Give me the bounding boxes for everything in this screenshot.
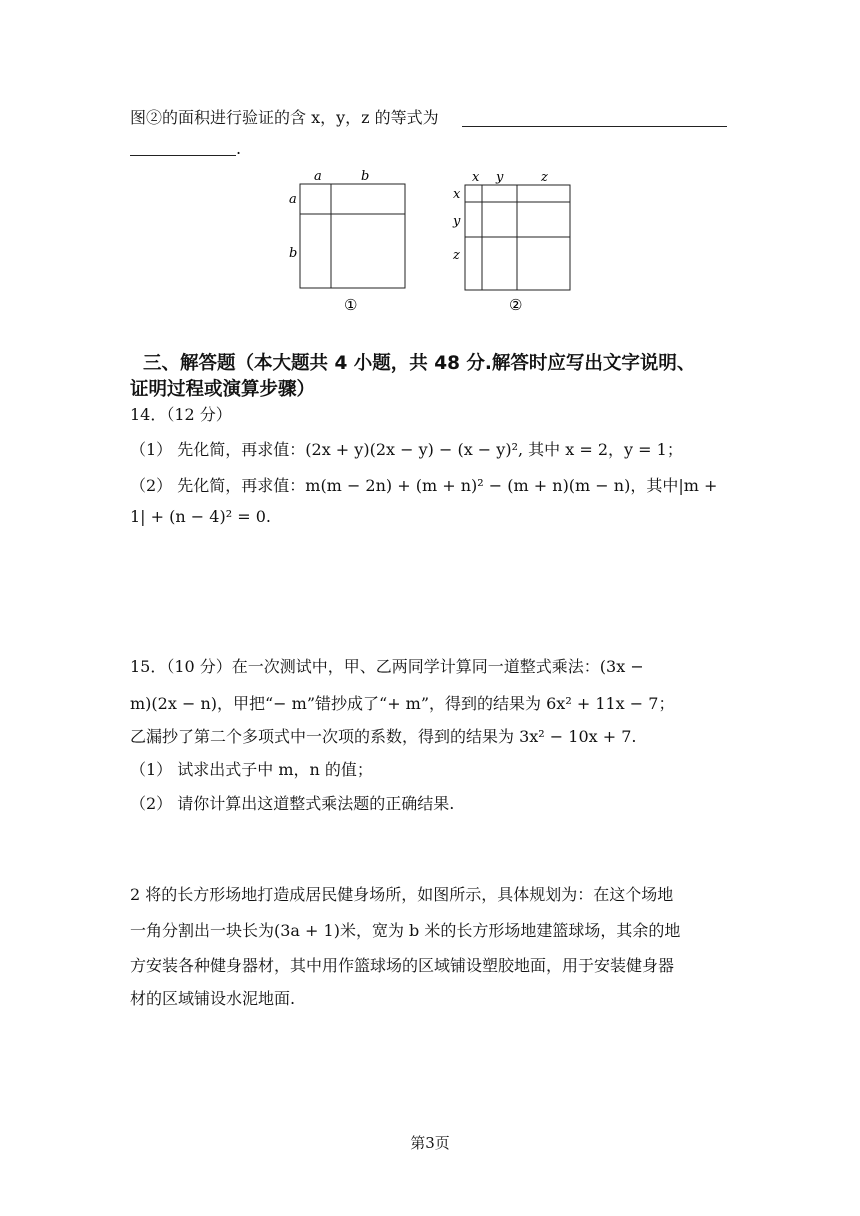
q16-line-3: 方安装各种健身器材，其中用作篮球场的区域铺设塑胶地面，用于安装健身器: [130, 956, 675, 975]
figure-1-label-a-left: a: [289, 192, 297, 207]
figure-1-label-b-top: b: [361, 169, 370, 184]
figure-1-label-a-top: a: [314, 169, 322, 184]
figure-2-caption: ②: [509, 296, 523, 314]
q14-part-1: （1） 先化简，再求值：(2x + y)(2x − y) − (x − y)², 其中 x = 2，y = 1；: [130, 440, 683, 459]
figure-2-label-z-left: z: [453, 248, 460, 263]
q14-part-2-line-1: （2） 先化简，再求值：m(m − 2n) + (m + n)² − (m + n)(m − n)，其中|m +: [130, 476, 718, 495]
fill-in-end: .: [236, 139, 242, 158]
figure-1: [280, 165, 420, 315]
fill-in-prompt-text: 图②的面积进行验证的含 x，y，z 的等式为: [130, 108, 439, 127]
figure-2-label-z-top: z: [541, 170, 548, 185]
section-3-heading-line-1: 三、解答题（本大题共 4 小题，共 48 分.解答时应写出文字说明、: [143, 353, 696, 374]
q15-part-1: （1） 试求出式子中 m，n 的值；: [130, 760, 373, 779]
answer-blank-2[interactable]: [130, 154, 236, 156]
q16-line-1: 2 将的长方形场地打造成居民健身场所，如图所示，具体规划为：在这个场地: [130, 885, 674, 904]
figure-2: [445, 165, 585, 315]
q16-line-4: 材的区域铺设水泥地面.: [130, 989, 296, 1008]
q15-line-3: 乙漏抄了第二个多项式中一次项的系数，得到的结果为 3x² − 10x + 7.: [130, 727, 637, 746]
figure-2-label-y-top: y: [496, 170, 504, 185]
q15-line-1: 15．（10 分）在一次测试中，甲、乙两同学计算同一道整式乘法：(3x −: [130, 657, 644, 676]
figure-1-label-b-left: b: [289, 246, 298, 261]
figure-2-label-y-left: y: [453, 214, 461, 229]
fill-in-prompt: [130, 108, 439, 128]
answer-blank-1[interactable]: [462, 125, 727, 127]
q16-line-2: 一角分割出一块长为(3a + 1)米，宽为 b 米的长方形场地建篮球场，其余的地: [130, 921, 681, 940]
q15-line-2: m)(2x − n)，甲把“− m”错抄成了“+ m”，得到的结果为 6x² + 11x − 7；: [130, 694, 675, 713]
figure-2-label-x-top: x: [472, 170, 480, 185]
figure-1-caption: ①: [344, 296, 358, 314]
page-number: 第3页: [410, 1134, 450, 1152]
figure-2-label-x-left: x: [453, 187, 461, 202]
q15-part-2: （2） 请你计算出这道整式乘法题的正确结果.: [130, 794, 455, 813]
q14-title: 14．（12 分）: [130, 405, 232, 424]
q14-part-2-line-2: 1| + (n − 4)² = 0.: [130, 507, 271, 526]
section-3-heading-line-2: 证明过程或演算步骤）: [130, 379, 316, 400]
